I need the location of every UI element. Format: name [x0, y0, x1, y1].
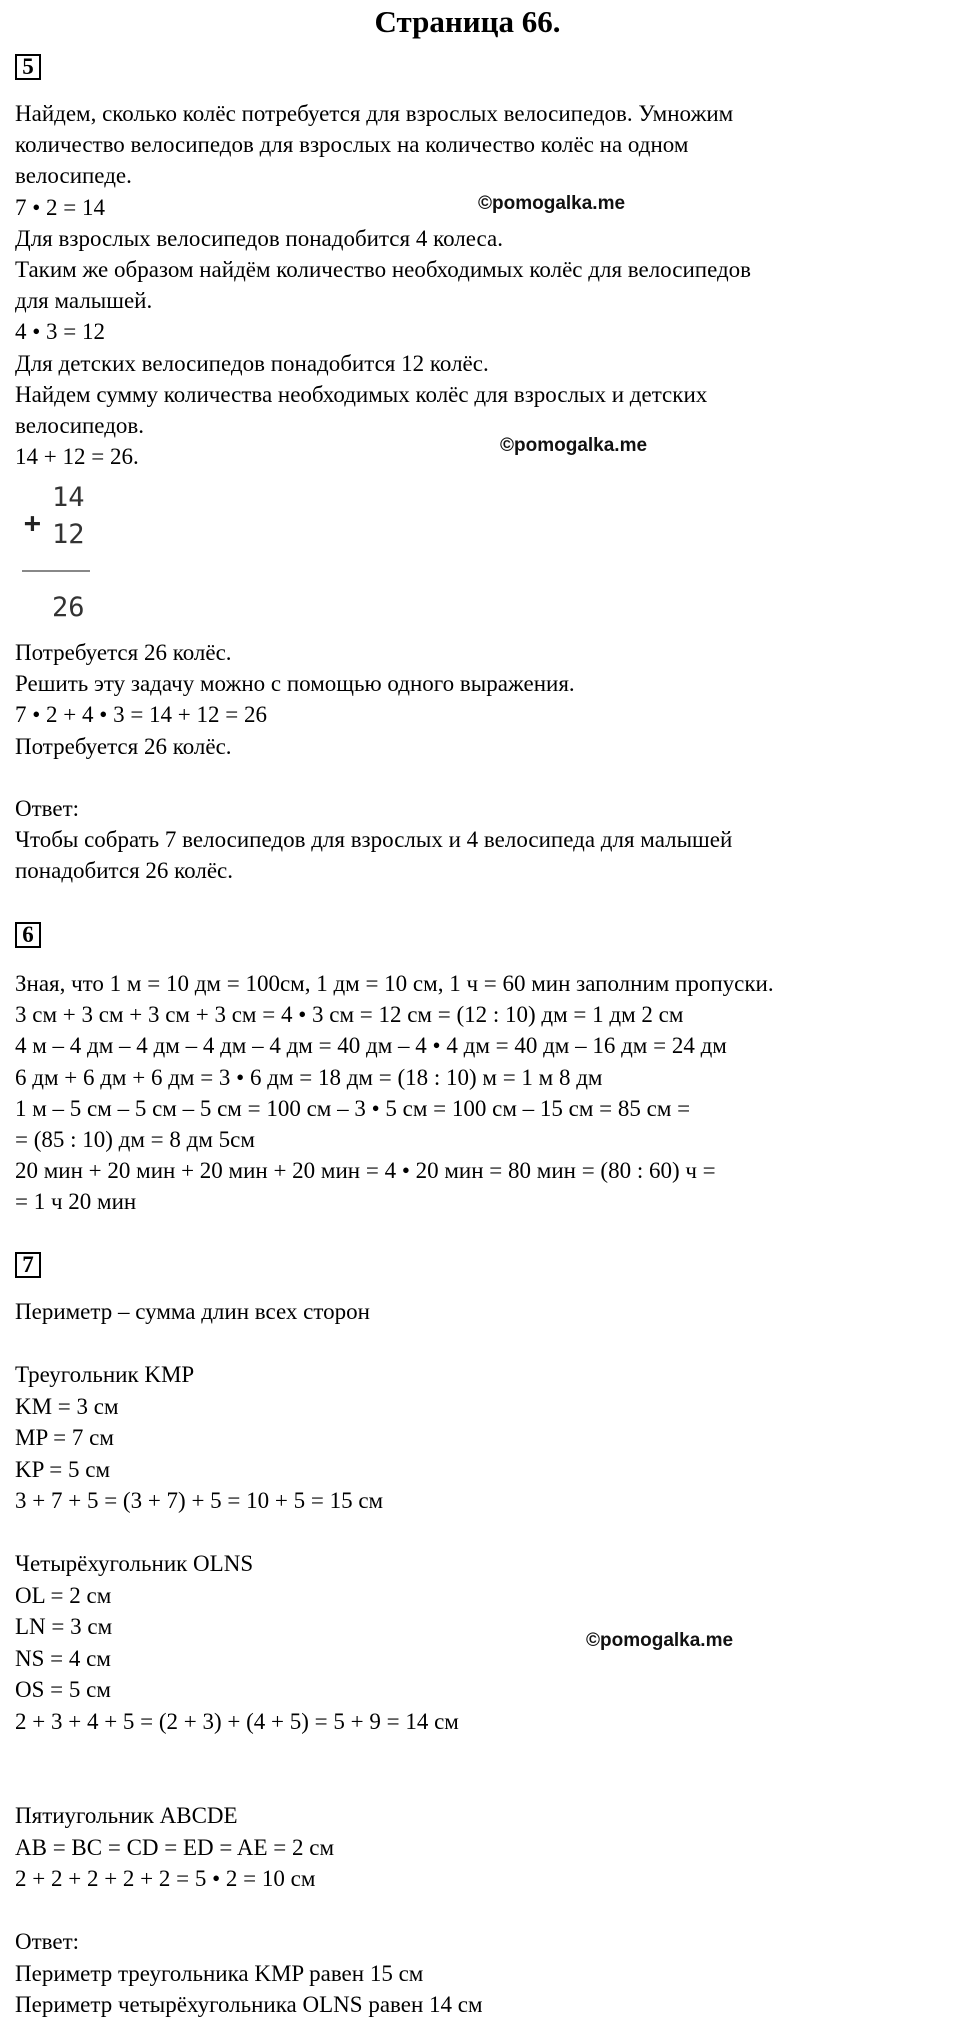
text-line: Чтобы собрать 7 велосипедов для взрослых и 4 велосипеда для малышей — [15, 827, 733, 853]
text-line: NS = 4 см — [15, 1645, 111, 1671]
text-line: 2 + 2 + 2 + 2 + 2 = 5 • 2 = 10 см — [15, 1866, 316, 1891]
text-line: OS = 5 см — [15, 1677, 111, 1702]
watermark: ©pomogalka.me — [500, 435, 648, 456]
task-6-number: 6 — [15, 922, 41, 948]
text-line: Потребуется 26 колёс. — [15, 640, 232, 665]
text-line: 4 • 3 = 12 — [15, 319, 106, 345]
plus-sign: + — [24, 506, 41, 539]
watermark: ©pomogalka.me — [478, 193, 626, 214]
task-5-number: 5 — [15, 54, 41, 80]
text-line: Таким же образом найдём количество необходимых колёс для велосипедов — [15, 256, 752, 282]
text-line: Периметр четырёхугольника OLNS равен 14 см — [15, 1992, 483, 2017]
text-line: 4 м – 4 дм – 4 дм – 4 дм – 4 дм = 40 дм – 4 • 4 дм = 40 дм – 16 дм = 24 дм — [15, 1033, 727, 1059]
text-line: = (85 : 10) дм = 8 дм 5см — [15, 1126, 255, 1152]
text-line: для малышей. — [15, 288, 153, 314]
text-line: Ответ: — [15, 1929, 80, 1954]
text-line: понадобится 26 колёс. — [15, 858, 234, 884]
text-line: Зная, что 1 м = 10 дм = 100см, 1 дм = 10 см, 1 ч = 60 мин заполним пропуски. — [15, 971, 774, 996]
addend-1: 14 — [52, 482, 85, 513]
task-5-text-top — [15, 98, 751, 472]
sum-result: 26 — [52, 592, 85, 623]
text-line — [15, 1328, 483, 1360]
text-line: 2 + 3 + 4 + 5 = (2 + 3) + (4 + 5) = 5 + 9 = 14 см — [15, 1708, 459, 1734]
text-line: 20 мин + 20 мин + 20 мин + 20 мин = 4 • 20 мин = 80 мин = (80 : 60) ч = — [15, 1158, 716, 1184]
task-7-text — [15, 1296, 483, 2021]
text-line: KM = 3 см — [15, 1393, 119, 1419]
text-line: KP = 5 см — [15, 1456, 111, 1482]
text-line: OL = 2 см — [15, 1582, 112, 1608]
text-line: 3 см + 3 см + 3 см + 3 см = 4 • 3 см = 12 см = (12 : 10) дм = 1 дм 2 см — [15, 1002, 684, 1028]
text-line: MP = 7 см — [15, 1425, 114, 1450]
text-line: Периметр треугольника KMP равен 15 см — [15, 1960, 424, 1986]
text-line: Для детских велосипедов понадобится 12 колёс. — [15, 350, 489, 376]
task-7-number: 7 — [15, 1252, 41, 1278]
text-line: Найдем, сколько колёс потребуется для взрослых велосипедов. Умножим — [15, 101, 734, 126]
text-line: Ответ: — [15, 795, 80, 821]
text-line — [15, 1769, 483, 1801]
text-line: 3 + 7 + 5 = (3 + 7) + 5 = 10 + 5 = 15 см — [15, 1488, 384, 1513]
text-line: 1 м – 5 см – 5 см – 5 см = 100 см – 3 • 5 см = 100 см – 15 см = 85 см = — [15, 1095, 691, 1121]
text-line: количество велосипедов для взрослых на количество колёс на одном — [15, 132, 689, 158]
column-addition — [20, 482, 95, 632]
text-line: 7 • 2 = 14 — [15, 194, 106, 220]
text-line: 7 • 2 + 4 • 3 = 14 + 12 = 26 — [15, 702, 267, 728]
sum-line — [22, 570, 90, 572]
text-line: Решить эту задачу можно с помощью одного выражения. — [15, 671, 575, 697]
text-line: Периметр – сумма длин всех сторон — [15, 1299, 370, 1324]
page-title: Страница 66. — [374, 4, 561, 39]
task-5-text-bottom — [15, 637, 732, 887]
text-line: AB = BC = CD = ED = AE = 2 см — [15, 1834, 335, 1860]
text-line: Найдем сумму количества необходимых колёс для взрослых и детских — [15, 381, 708, 407]
text-line: 14 + 12 = 26. — [15, 444, 139, 470]
text-line: 6 дм + 6 дм + 6 дм = 3 • 6 дм = 18 дм = (18 : 10) м = 1 м 8 дм — [15, 1064, 603, 1090]
text-line — [15, 762, 732, 793]
text-line — [15, 1737, 483, 1769]
text-line: = 1 ч 20 мин — [15, 1189, 137, 1215]
text-line: Четырёхугольник OLNS — [15, 1551, 254, 1576]
text-line: велосипедов. — [15, 412, 145, 438]
text-line: Для взрослых велосипедов понадобится 4 колеса. — [15, 225, 503, 251]
text-line: велосипеде. — [15, 163, 132, 189]
text-line: Пятиугольник ABCDE — [15, 1803, 238, 1828]
watermark: ©pomogalka.me — [586, 1630, 734, 1651]
task-6-text — [15, 968, 774, 1218]
text-line: Треугольник KMP — [15, 1362, 195, 1387]
text-line — [15, 1517, 483, 1549]
text-line: Потребуется 26 колёс. — [15, 733, 232, 759]
text-line — [15, 1895, 483, 1927]
text-line: LN = 3 см — [15, 1614, 113, 1639]
addend-2: 12 — [52, 519, 85, 550]
